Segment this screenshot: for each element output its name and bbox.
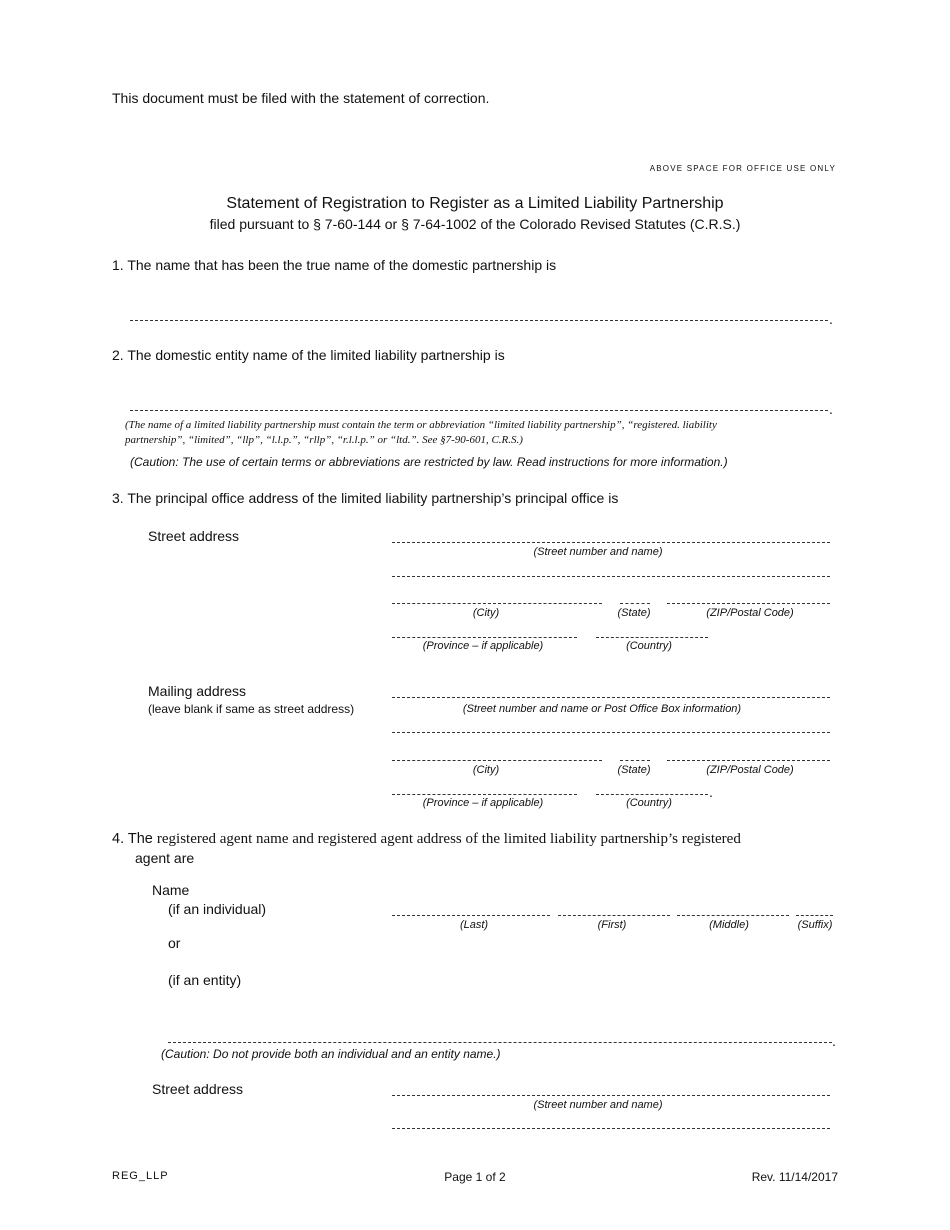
middle-caption: (Middle) <box>709 919 749 931</box>
principal-province-caption: (Province – if applicable) <box>422 640 544 652</box>
office-use-label: ABOVE SPACE FOR OFFICE USE ONLY <box>649 164 836 173</box>
principal-city-field[interactable] <box>392 603 602 604</box>
agent-name-label: Name <box>152 882 190 898</box>
item2-caution: (Caution: The use of certain terms or abbreviations are restricted by law. Read instructions for more information.) <box>130 455 728 469</box>
page-number: Page 1 of 2 <box>444 1170 506 1184</box>
principal-state-field[interactable] <box>620 603 650 604</box>
mailing-country-caption: (Country) <box>626 797 672 809</box>
mailing-address-label: Mailing address <box>148 683 247 699</box>
filing-note: This document must be filed with the statement of correction. <box>112 90 490 106</box>
entity-name-field[interactable] <box>130 410 828 411</box>
last-caption: (Last) <box>459 919 489 931</box>
item4-caution: (Caution: Do not provide both an individual and an entity name.) <box>161 1047 501 1061</box>
principal-province-field[interactable] <box>392 637 577 638</box>
name-requirement-note-2: partnership”, “limited”, “llp”, “l.l.p.”, “rllp”, “r.l.l.p.” or “ltd.”. See §7-90-601, C.R.S.) <box>125 434 523 446</box>
mailing-country-field[interactable] <box>596 794 708 795</box>
or-label: or <box>168 935 181 951</box>
mailing-province-caption: (Province – if applicable) <box>422 797 544 809</box>
principal-street-field-2[interactable] <box>392 576 830 577</box>
mailing-state-caption: (State) <box>617 764 651 776</box>
principal-country-caption: (Country) <box>626 640 672 652</box>
principal-state-caption: (State) <box>617 607 651 619</box>
mailing-street-field-2[interactable] <box>392 732 830 733</box>
mailing-zip-field[interactable] <box>667 760 830 761</box>
mailing-street-field[interactable] <box>392 697 830 698</box>
agent-street-label: Street address <box>152 1081 244 1097</box>
suffix-caption: (Suffix) <box>797 919 833 931</box>
agent-first-name-field[interactable] <box>558 915 670 916</box>
agent-street-field[interactable] <box>392 1095 830 1096</box>
principal-country-field[interactable] <box>596 637 708 638</box>
principal-zip-field[interactable] <box>667 603 830 604</box>
item3-label: 3. The principal office address of the limited liability partnership’s principal office is <box>112 490 619 506</box>
form-title: Statement of Registration to Register as a Limited Liability Partnership <box>226 195 724 212</box>
name-requirement-note-1: (The name of a limited liability partnership must contain the term or abbreviation “limited liability partnership”, “registered. liability <box>125 419 717 431</box>
principal-street-caption: (Street number and name) <box>533 546 663 558</box>
principal-city-caption: (City) <box>472 607 500 619</box>
principal-street-label: Street address <box>148 528 240 544</box>
first-caption: (First) <box>597 919 627 931</box>
item1-label: 1. The name that has been the true name of the domestic partnership is <box>112 257 557 273</box>
agent-street-caption: (Street number and name) <box>533 1099 663 1111</box>
item4-label-continued: agent are <box>135 850 195 866</box>
true-name-field[interactable] <box>130 320 828 321</box>
agent-last-name-field[interactable] <box>392 915 550 916</box>
mailing-zip-caption: (ZIP/Postal Code) <box>706 764 794 776</box>
form-subtitle: filed pursuant to § 7-60-144 or § 7-64-1002 of the Colorado Revised Statutes (C.R.S.) <box>209 216 741 232</box>
mailing-state-field[interactable] <box>620 760 650 761</box>
if-entity-label: (if an entity) <box>168 972 242 988</box>
form-code: REG_LLP <box>112 1170 169 1182</box>
agent-entity-name-field[interactable] <box>168 1042 832 1043</box>
mailing-city-field[interactable] <box>392 760 602 761</box>
agent-suffix-field[interactable] <box>796 915 833 916</box>
mailing-city-caption: (City) <box>472 764 500 776</box>
item4-label: 4. The registered agent name and registered agent address of the limited liability partnership’s registered <box>112 831 741 847</box>
mailing-street-caption: (Street number and name or Post Office Box information) <box>462 703 742 715</box>
principal-zip-caption: (ZIP/Postal Code) <box>706 607 794 619</box>
agent-middle-name-field[interactable] <box>677 915 789 916</box>
principal-street-field[interactable] <box>392 542 830 543</box>
revision-date: Rev. 11/14/2017 <box>751 1170 838 1184</box>
if-individual-label: (if an individual) <box>168 901 267 917</box>
item2-label: 2. The domestic entity name of the limited liability partnership is <box>112 347 505 363</box>
mailing-address-note: (leave blank if same as street address) <box>148 702 355 716</box>
mailing-province-field[interactable] <box>392 794 577 795</box>
agent-street-field-2[interactable] <box>392 1128 830 1129</box>
